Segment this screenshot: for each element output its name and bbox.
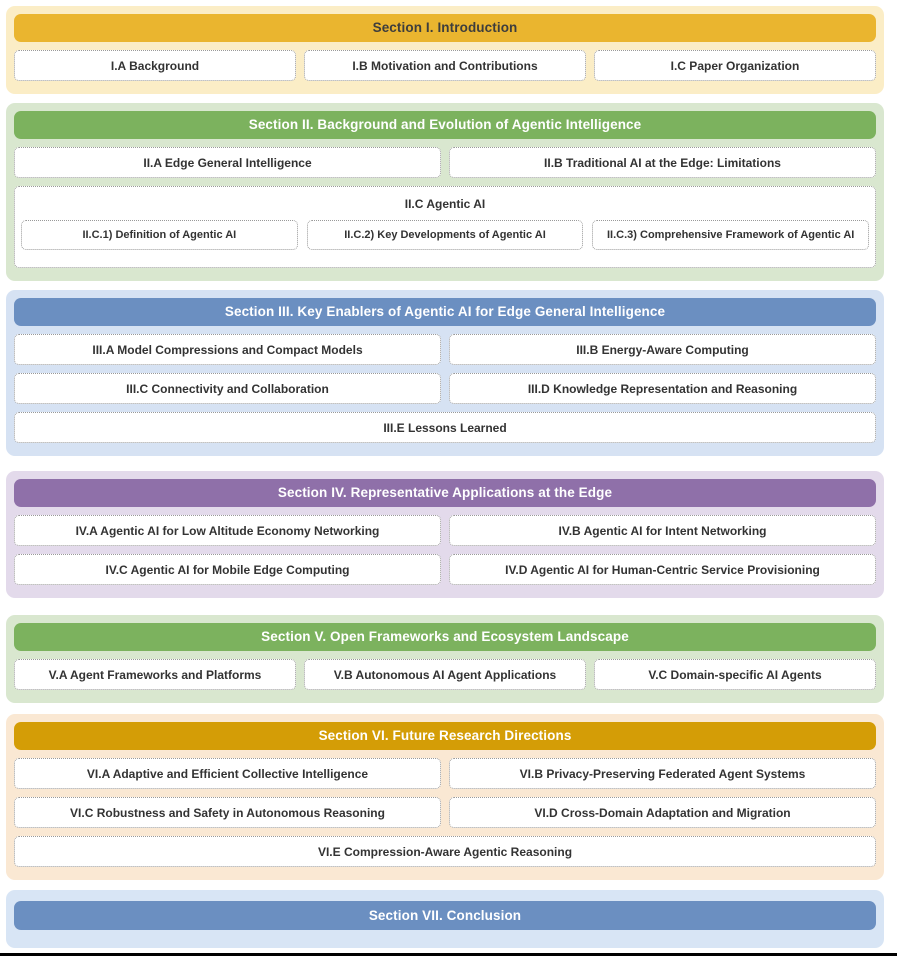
subsection-vi-d-box: VI.D Cross-Domain Adaptation and Migration (449, 797, 876, 828)
section-1-container (6, 6, 884, 94)
subsection-i-c-box: I.C Paper Organization (594, 50, 876, 81)
subsection-v-c-box: V.C Domain-specific AI Agents (594, 659, 876, 690)
subsection-i-b-box: I.B Motivation and Contributions (304, 50, 586, 81)
section-3-row-1 (14, 334, 876, 365)
section-7-container (6, 890, 884, 948)
section-6-container (6, 714, 884, 880)
subsection-iii-e-box: III.E Lessons Learned (14, 412, 876, 443)
section-6-header: Section VI. Future Research Directions (14, 722, 876, 750)
section-3-container (6, 290, 884, 456)
subsection-ii-c-group-box (14, 186, 876, 268)
subsection-vi-a-box: VI.A Adaptive and Efficient Collective Intelligence (14, 758, 441, 789)
subsection-iv-a-box: IV.A Agentic AI for Low Altitude Economy Networking (14, 515, 441, 546)
subsection-vi-c-box: VI.C Robustness and Safety in Autonomous Reasoning (14, 797, 441, 828)
section-1-header: Section I. Introduction (14, 14, 876, 42)
subsection-ii-b-box: II.B Traditional AI at the Edge: Limitations (449, 147, 876, 178)
group-row (21, 220, 869, 250)
section-3-row-3 (14, 412, 876, 443)
subsection-v-a-box: V.A Agent Frameworks and Platforms (14, 659, 296, 690)
subsection-i-a-box: I.A Background (14, 50, 296, 81)
section-3-header: Section III. Key Enablers of Agentic AI for Edge General Intelligence (14, 298, 876, 326)
subsection-ii-c-3-box: II.C.3) Comprehensive Framework of Agentic AI (592, 220, 869, 250)
section-6-row-3 (14, 836, 876, 867)
subsection-iii-b-box: III.B Energy-Aware Computing (449, 334, 876, 365)
subsection-ii-c-2-box: II.C.2) Key Developments of Agentic AI (307, 220, 584, 250)
section-1-row-1 (14, 50, 876, 81)
section-4-header: Section IV. Representative Applications at the Edge (14, 479, 876, 507)
section-2-container (6, 103, 884, 281)
section-2-header: Section II. Background and Evolution of Agentic Intelligence (14, 111, 876, 139)
subsection-iv-c-box: IV.C Agentic AI for Mobile Edge Computing (14, 554, 441, 585)
section-4-container (6, 471, 884, 598)
section-4-row-1 (14, 515, 876, 546)
subsection-iii-a-box: III.A Model Compressions and Compact Models (14, 334, 441, 365)
subsection-vi-b-box: VI.B Privacy-Preserving Federated Agent Systems (449, 758, 876, 789)
subsection-iii-c-box: III.C Connectivity and Collaboration (14, 373, 441, 404)
sections-stack (6, 6, 884, 948)
section-3-row-2 (14, 373, 876, 404)
subsection-ii-c-1-box: II.C.1) Definition of Agentic AI (21, 220, 298, 250)
subsection-vi-e-box: VI.E Compression-Aware Agentic Reasoning (14, 836, 876, 867)
section-2-row-2 (14, 186, 876, 268)
section-5-container (6, 615, 884, 703)
section-6-row-2 (14, 797, 876, 828)
section-5-header: Section V. Open Frameworks and Ecosystem Landscape (14, 623, 876, 651)
subsection-iii-d-box: III.D Knowledge Representation and Reasoning (449, 373, 876, 404)
subsection-iv-d-box: IV.D Agentic AI for Human-Centric Service Provisioning (449, 554, 876, 585)
subsection-iv-b-box: IV.B Agentic AI for Intent Networking (449, 515, 876, 546)
section-5-row-1 (14, 659, 876, 690)
section-2-row-1 (14, 147, 876, 178)
section-7-header: Section VII. Conclusion (14, 901, 876, 930)
subsection-ii-a-box: II.A Edge General Intelligence (14, 147, 441, 178)
subsection-v-b-box: V.B Autonomous AI Agent Applications (304, 659, 586, 690)
section-6-row-1 (14, 758, 876, 789)
section-4-row-2 (14, 554, 876, 585)
subsection-ii-c-label: II.C Agentic AI (404, 197, 486, 211)
